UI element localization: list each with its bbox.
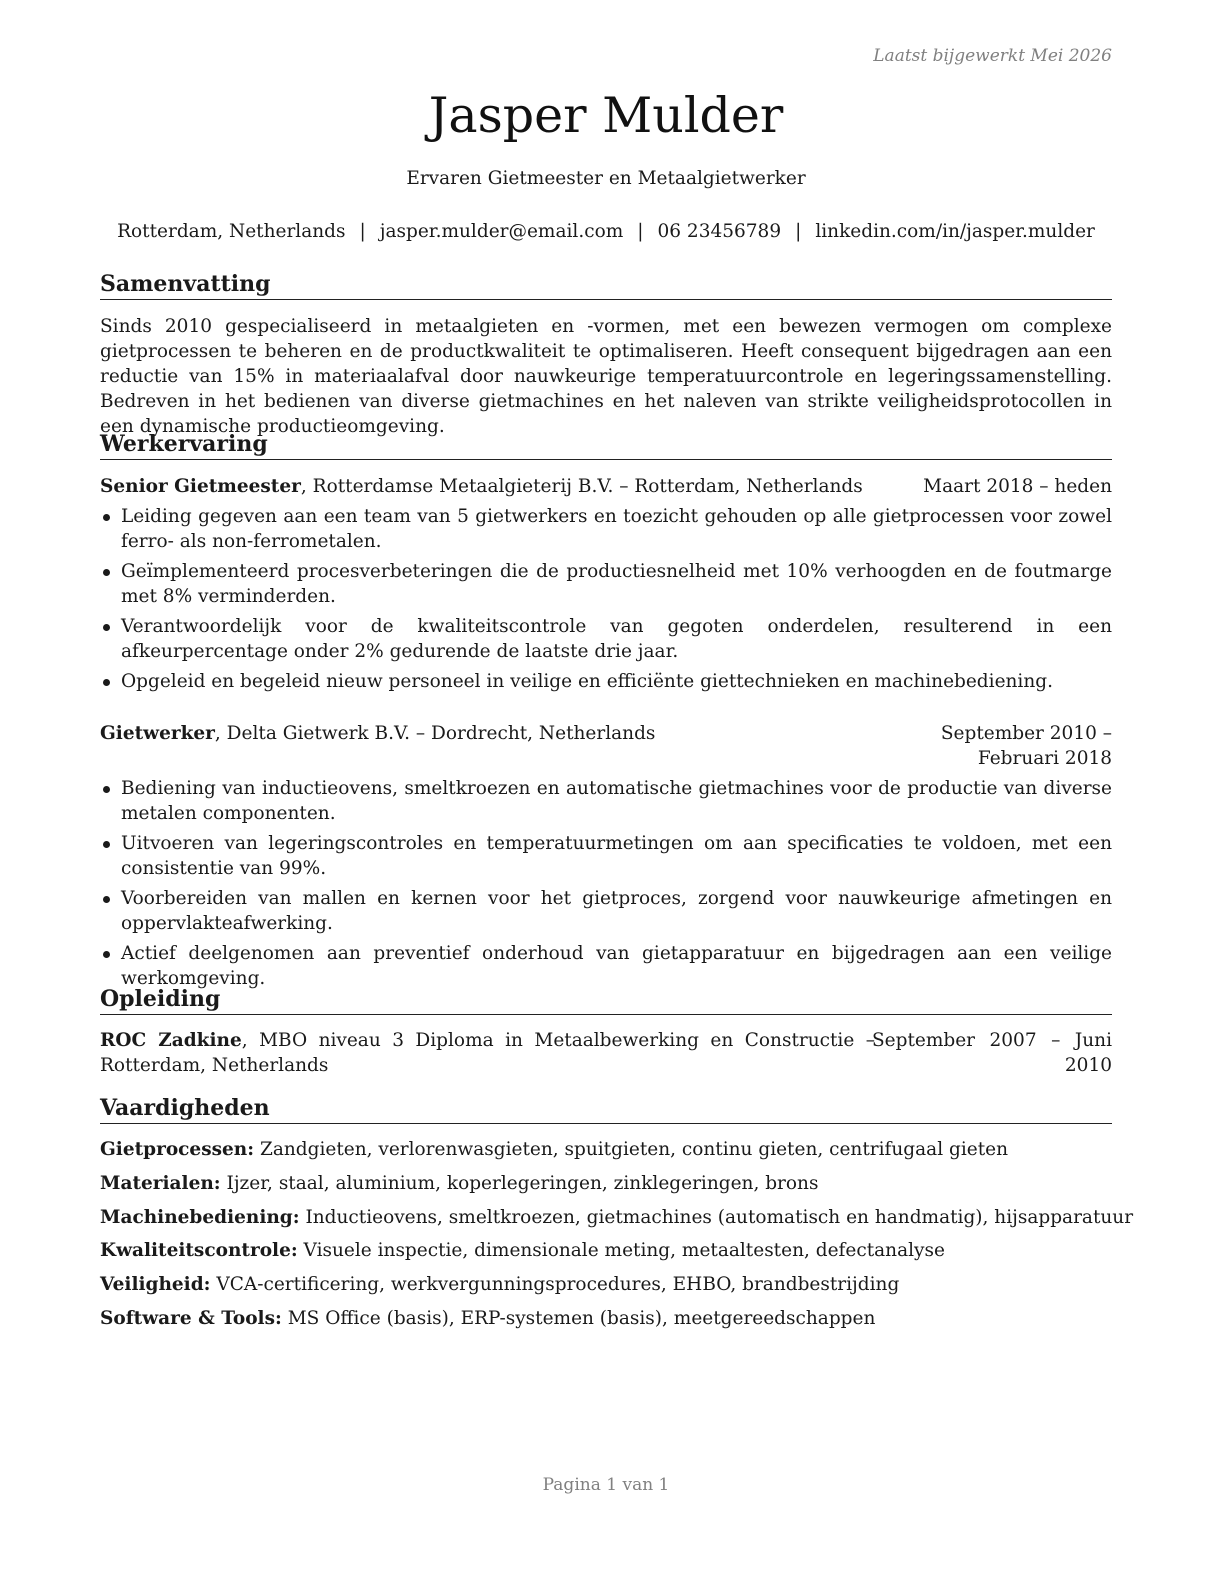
list-item: Voorbereiden van mallen en kernen voor het gietproces, zorgend voor nauwkeurige afmetingen en oppervlakteafwerking. <box>100 886 1112 936</box>
skill-row <box>100 1306 1112 1331</box>
page-number: Pagina 1 van 1 <box>542 1475 670 1495</box>
skill-label: Veiligheid: <box>100 1274 211 1296</box>
skill-value: VCA-certificering, werkvergunningsprocedures, EHBO, brandbestrijding <box>210 1274 900 1296</box>
skill-label: Machinebediening: <box>100 1206 300 1228</box>
skill-row <box>100 1238 1112 1263</box>
job-dates: September 2010 – Februari 2018 <box>940 723 1112 769</box>
last-updated: Laatst bijgewerkt Mei 2026 <box>873 46 1112 66</box>
education-school: ROC Zadkine <box>100 1030 242 1051</box>
job-bullets <box>100 504 1112 694</box>
candidate-name: Jasper Mulder <box>428 87 784 144</box>
job-header <box>100 721 1112 771</box>
list-item: Bediening van inductieovens, smeltkroezen en automatische gietmachines voor de productie van diverse metalen componenten. <box>100 776 1112 826</box>
contact-separator: | <box>637 221 644 242</box>
skill-value: Ijzer, staal, aluminium, koperlegeringen, zinklegeringen, brons <box>220 1172 819 1194</box>
skill-label: Kwaliteitscontrole: <box>100 1240 298 1262</box>
skill-value: Inductieovens, smeltkroezen, gietmachines (automatisch en handmatig), hijsapparatuur <box>299 1206 1134 1228</box>
list-item: Leiding gegeven aan een team van 5 gietwerkers en toezicht gehouden op alle gietprocessen voor zowel ferro- als non-ferrometalen. <box>100 504 1112 554</box>
contact-email[interactable]: jasper.mulder@email.com <box>379 221 624 242</box>
contact-separator: | <box>359 221 366 242</box>
job-entry <box>100 474 1112 699</box>
job-role: Senior Gietmeester <box>100 476 301 497</box>
list-item: Geïmplementeerd procesverbeteringen die de productiesnelheid met 10% verhoogden en de foutmarge met 8% verminderden. <box>100 559 1112 609</box>
section-title-education: Opleiding <box>100 985 1112 1015</box>
bullet-icon <box>103 896 110 903</box>
bullet-icon <box>103 624 110 631</box>
bullet-icon <box>103 679 110 686</box>
resume-page <box>100 0 1134 1584</box>
skill-value: Zandgieten, verlorenwasgieten, spuitgieten, continu gieten, centrifugaal gieten <box>254 1139 1009 1160</box>
skill-row <box>100 1137 1112 1162</box>
list-item: Uitvoeren van legeringscontroles en temperatuurmetingen om aan specificaties te voldoen, met een consistentie van 99%. <box>100 831 1112 881</box>
skill-label: Software & Tools: <box>100 1307 282 1329</box>
contact-phone[interactable]: 06 23456789 <box>657 221 782 242</box>
contact-line <box>100 219 1112 244</box>
skills-list <box>100 1137 1134 1340</box>
skill-value: MS Office (basis), ERP-systemen (basis), meetgereedschappen <box>281 1307 876 1329</box>
education-details: , MBO niveau 3 Diploma in Metaalbewerking en Constructie – Rotterdam, Netherlands <box>100 1030 876 1076</box>
job-bullets <box>100 776 1112 991</box>
section-title-skills: Vaardigheden <box>100 1094 1112 1124</box>
education-dates: September 2007 – Juni 2010 <box>872 1030 1112 1076</box>
skill-row <box>100 1205 1134 1230</box>
bullet-icon <box>103 841 110 848</box>
skill-label: Materialen: <box>100 1172 221 1194</box>
job-entry <box>100 721 1112 996</box>
education-entry <box>100 1028 1112 1078</box>
skill-value: Visuele inspectie, dimensionale meting, metaaltesten, defectanalyse <box>297 1240 945 1262</box>
contact-linkedin[interactable]: linkedin.com/in/jasper.mulder <box>815 221 1095 242</box>
bullet-icon <box>103 514 110 521</box>
skill-label: Gietprocessen: <box>100 1139 255 1160</box>
skill-row <box>100 1272 1112 1297</box>
job-role: Gietwerker <box>100 723 215 744</box>
candidate-headline: Ervaren Gietmeester en Metaalgietwerker <box>406 168 806 189</box>
bullet-icon <box>103 569 110 576</box>
job-details: , Rotterdamse Metaalgieterij B.V. – Rotterdam, Netherlands <box>300 476 863 497</box>
bullet-icon <box>103 951 110 958</box>
job-header <box>100 474 1112 499</box>
skill-row <box>100 1171 1112 1196</box>
contact-location: Rotterdam, Netherlands <box>117 221 346 242</box>
section-title-experience: Werkervaring <box>100 430 1112 460</box>
bullet-icon <box>103 786 110 793</box>
section-title-summary: Samenvatting <box>100 270 1112 300</box>
list-item: Actief deelgenomen aan preventief onderhoud van gietapparatuur en bijgedragen aan een veilige werkomgeving. <box>100 941 1112 991</box>
job-details: , Delta Gietwerk B.V. – Dordrecht, Netherlands <box>214 723 656 744</box>
job-dates: Maart 2018 – heden <box>923 476 1112 497</box>
contact-separator: | <box>795 221 802 242</box>
summary-text: Sinds 2010 gespecialiseerd in metaalgieten en -vormen, met een bewezen vermogen om complexe gietprocessen te beheren en de productkwaliteit te optimaliseren. Heeft consequent bijgedragen aan een reductie van 15% in materiaalafval door nauwkeurige temperatuurcontrole en legeringssamenstelling. Bedreven in het bedienen van diverse gietmachines en het naleven van strikte veiligheidsprotocollen in een dynamische productieomgeving. <box>100 316 1112 437</box>
list-item: Verantwoordelijk voor de kwaliteitscontrole van gegoten onderdelen, resulterend in een afkeurpercentage onder 2% gedurende de laatste drie jaar. <box>100 614 1112 664</box>
list-item: Opgeleid en begeleid nieuw personeel in veilige en efficiënte giettechnieken en machinebediening. <box>100 669 1112 694</box>
